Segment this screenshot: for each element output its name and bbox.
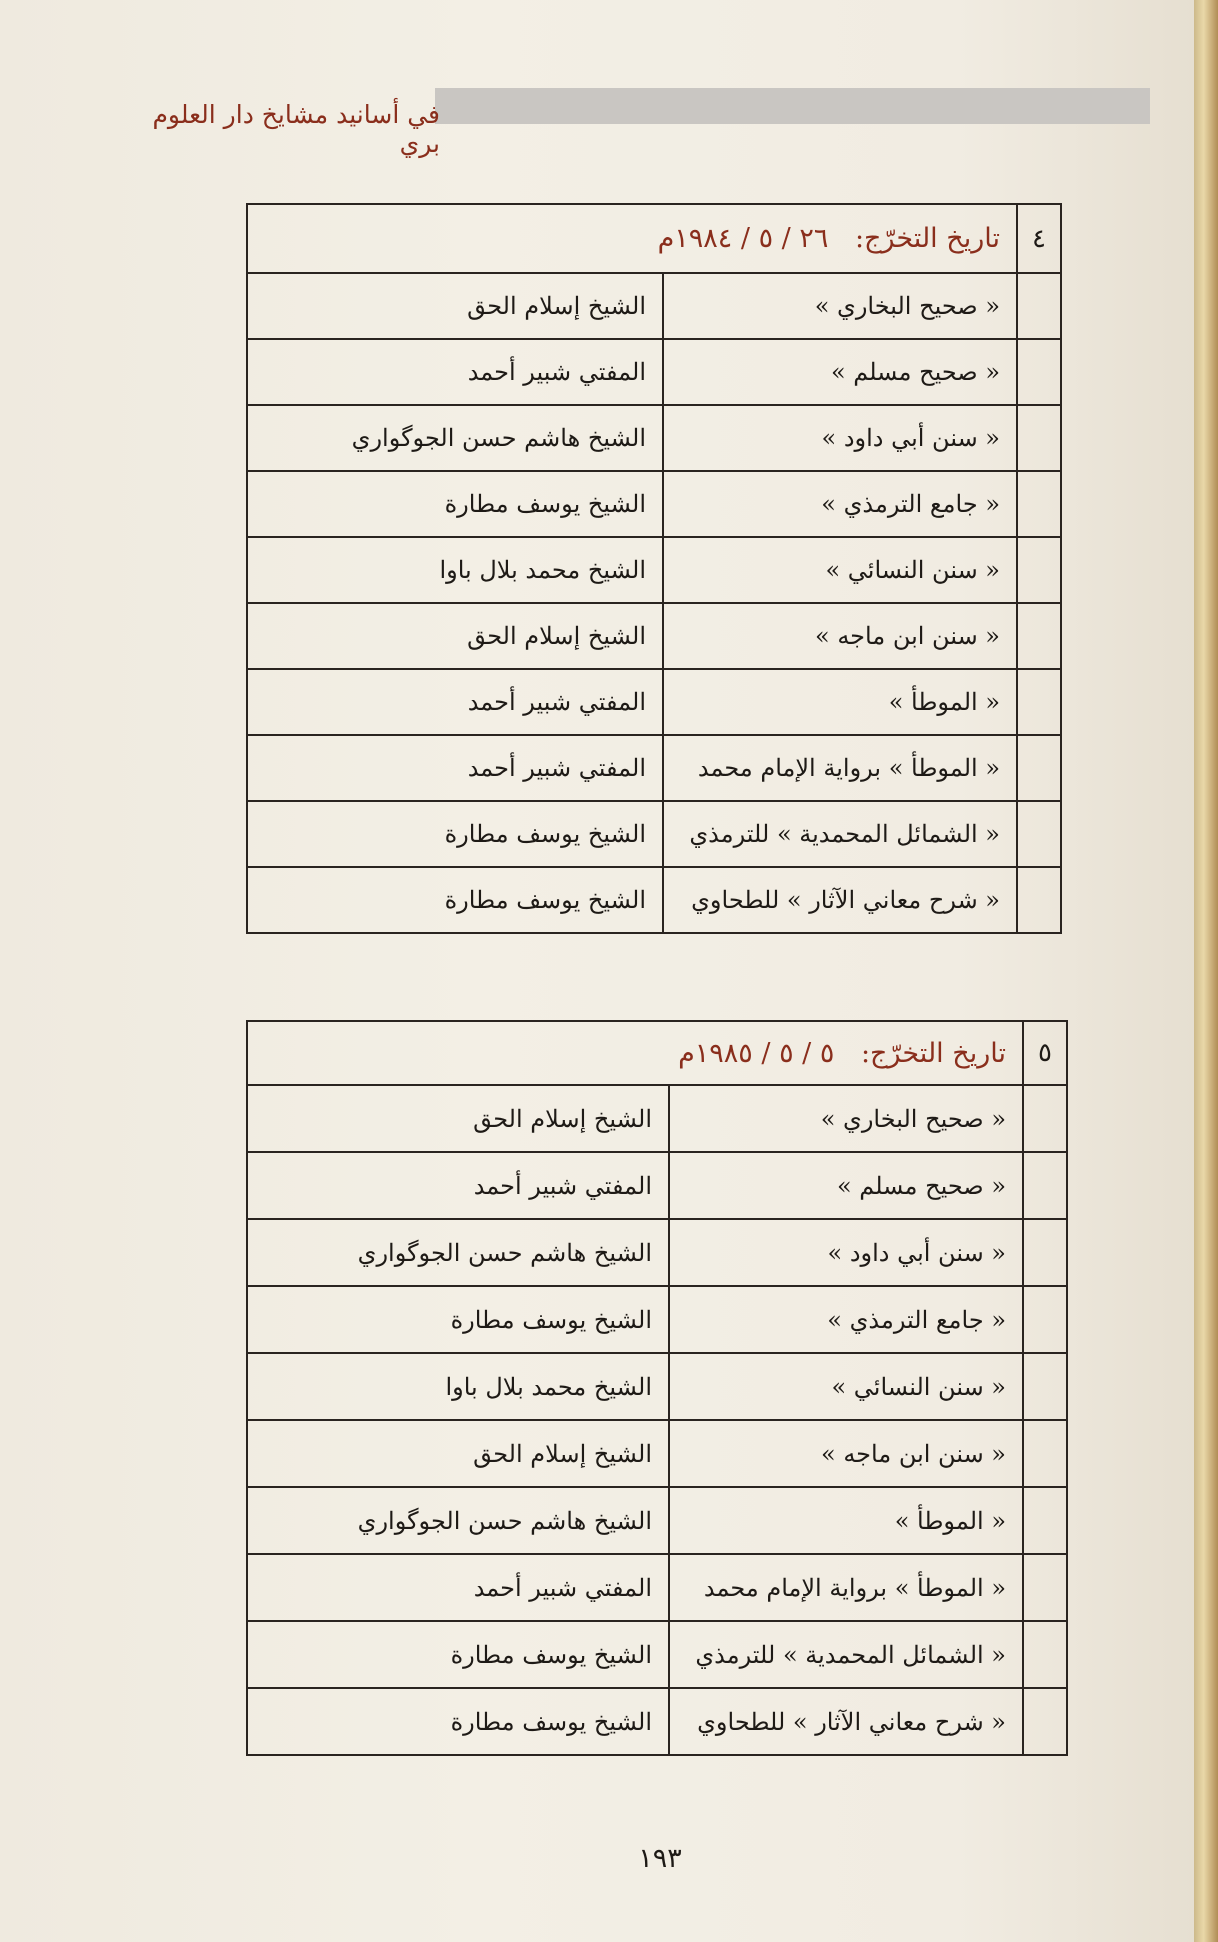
teacher-cell: الشيخ إسلام الحق: [247, 1085, 669, 1152]
teacher-cell: الشيخ محمد بلال باوا: [247, 1353, 669, 1420]
table-row: [247, 1085, 1067, 1152]
teacher-cell: الشيخ إسلام الحق: [247, 603, 663, 669]
page-number: ١٩٣: [638, 1843, 682, 1874]
table-row: [247, 1621, 1067, 1688]
teacher-cell: الشيخ يوسف مطارة: [247, 1286, 669, 1353]
book-cell: « الموطأ »: [669, 1487, 1023, 1554]
table-row: [247, 1487, 1067, 1554]
book-cell: « صحيح مسلم »: [669, 1152, 1023, 1219]
table-row: [247, 1353, 1067, 1420]
book-cell: « جامع الترمذي »: [663, 471, 1017, 537]
book-cell: « الموطأ » برواية الإمام محمد: [669, 1554, 1023, 1621]
book-cell: « صحيح البخاري »: [663, 273, 1017, 339]
table-row: [247, 735, 1061, 801]
teacher-cell: الشيخ يوسف مطارة: [247, 1688, 669, 1755]
book-cell: « الموطأ » برواية الإمام محمد: [663, 735, 1017, 801]
graduation-date-cell: [247, 1021, 1023, 1085]
book-cell: « الموطأ »: [663, 669, 1017, 735]
table-row: [247, 405, 1061, 471]
table-row: [247, 1219, 1067, 1286]
book-cell: « جامع الترمذي »: [669, 1286, 1023, 1353]
teacher-cell: الشيخ يوسف مطارة: [247, 1621, 669, 1688]
book-cell: « صحيح مسلم »: [663, 339, 1017, 405]
table-row: [247, 1688, 1067, 1755]
table-row: [247, 1420, 1067, 1487]
book-cell: « سنن النسائي »: [663, 537, 1017, 603]
book-cell: « سنن ابن ماجه »: [663, 603, 1017, 669]
teacher-cell: الشيخ هاشم حسن الجوگواري: [247, 1487, 669, 1554]
book-cell: « الشمائل المحمدية » للترمذي: [669, 1621, 1023, 1688]
book-cell: « سنن أبي داود »: [669, 1219, 1023, 1286]
book-cell: « صحيح البخاري »: [669, 1085, 1023, 1152]
book-cell: « سنن أبي داود »: [663, 405, 1017, 471]
teacher-cell: الشيخ هاشم حسن الجوگواري: [247, 405, 663, 471]
table-row: [247, 867, 1061, 933]
table-row: [247, 471, 1061, 537]
graduation-table-5: [246, 1020, 1068, 1756]
table-row: [247, 1152, 1067, 1219]
graduation-date-value: ٢٦ / ٥ / ١٩٨٤م: [657, 223, 829, 254]
book-cell: « شرح معاني الآثار » للطحاوي: [663, 867, 1017, 933]
graduation-number: ٥: [1023, 1021, 1067, 1085]
book-spine-edge: [1194, 0, 1218, 1942]
teacher-cell: المفتي شبير أحمد: [247, 339, 663, 405]
table-row: [247, 603, 1061, 669]
graduation-date-cell: [247, 204, 1017, 273]
book-cell: « شرح معاني الآثار » للطحاوي: [669, 1688, 1023, 1755]
teacher-cell: المفتي شبير أحمد: [247, 1152, 669, 1219]
table-row: [247, 273, 1061, 339]
graduation-table-4: [246, 203, 1062, 934]
teacher-cell: المفتي شبير أحمد: [247, 735, 663, 801]
table-row: [247, 1554, 1067, 1621]
teacher-cell: الشيخ يوسف مطارة: [247, 801, 663, 867]
graduation-date-label: تاريخ التخرّج:: [854, 223, 1000, 254]
teacher-cell: الشيخ إسلام الحق: [247, 1420, 669, 1487]
teacher-cell: الشيخ يوسف مطارة: [247, 471, 663, 537]
table-row: [247, 537, 1061, 603]
graduation-date-label: تاريخ التخرّج:: [860, 1037, 1006, 1069]
graduation-number: ٤: [1017, 204, 1061, 273]
teacher-cell: المفتي شبير أحمد: [247, 669, 663, 735]
teacher-cell: الشيخ محمد بلال باوا: [247, 537, 663, 603]
teacher-cell: الشيخ يوسف مطارة: [247, 867, 663, 933]
table-row: [247, 801, 1061, 867]
teacher-cell: الشيخ إسلام الحق: [247, 273, 663, 339]
book-cell: « سنن ابن ماجه »: [669, 1420, 1023, 1487]
table-row: [247, 669, 1061, 735]
graduation-date-value: ٥ / ٥ / ١٩٨٥م: [678, 1037, 835, 1069]
running-header: في أسانيد مشايخ دار العلوم بري: [152, 100, 440, 158]
book-cell: « الشمائل المحمدية » للترمذي: [663, 801, 1017, 867]
teacher-cell: المفتي شبير أحمد: [247, 1554, 669, 1621]
header-bar: [435, 88, 1150, 124]
table-row: [247, 339, 1061, 405]
table-header-row: [247, 204, 1061, 273]
book-cell: « سنن النسائي »: [669, 1353, 1023, 1420]
table-header-row: [247, 1021, 1067, 1085]
teacher-cell: الشيخ هاشم حسن الجوگواري: [247, 1219, 669, 1286]
table-row: [247, 1286, 1067, 1353]
